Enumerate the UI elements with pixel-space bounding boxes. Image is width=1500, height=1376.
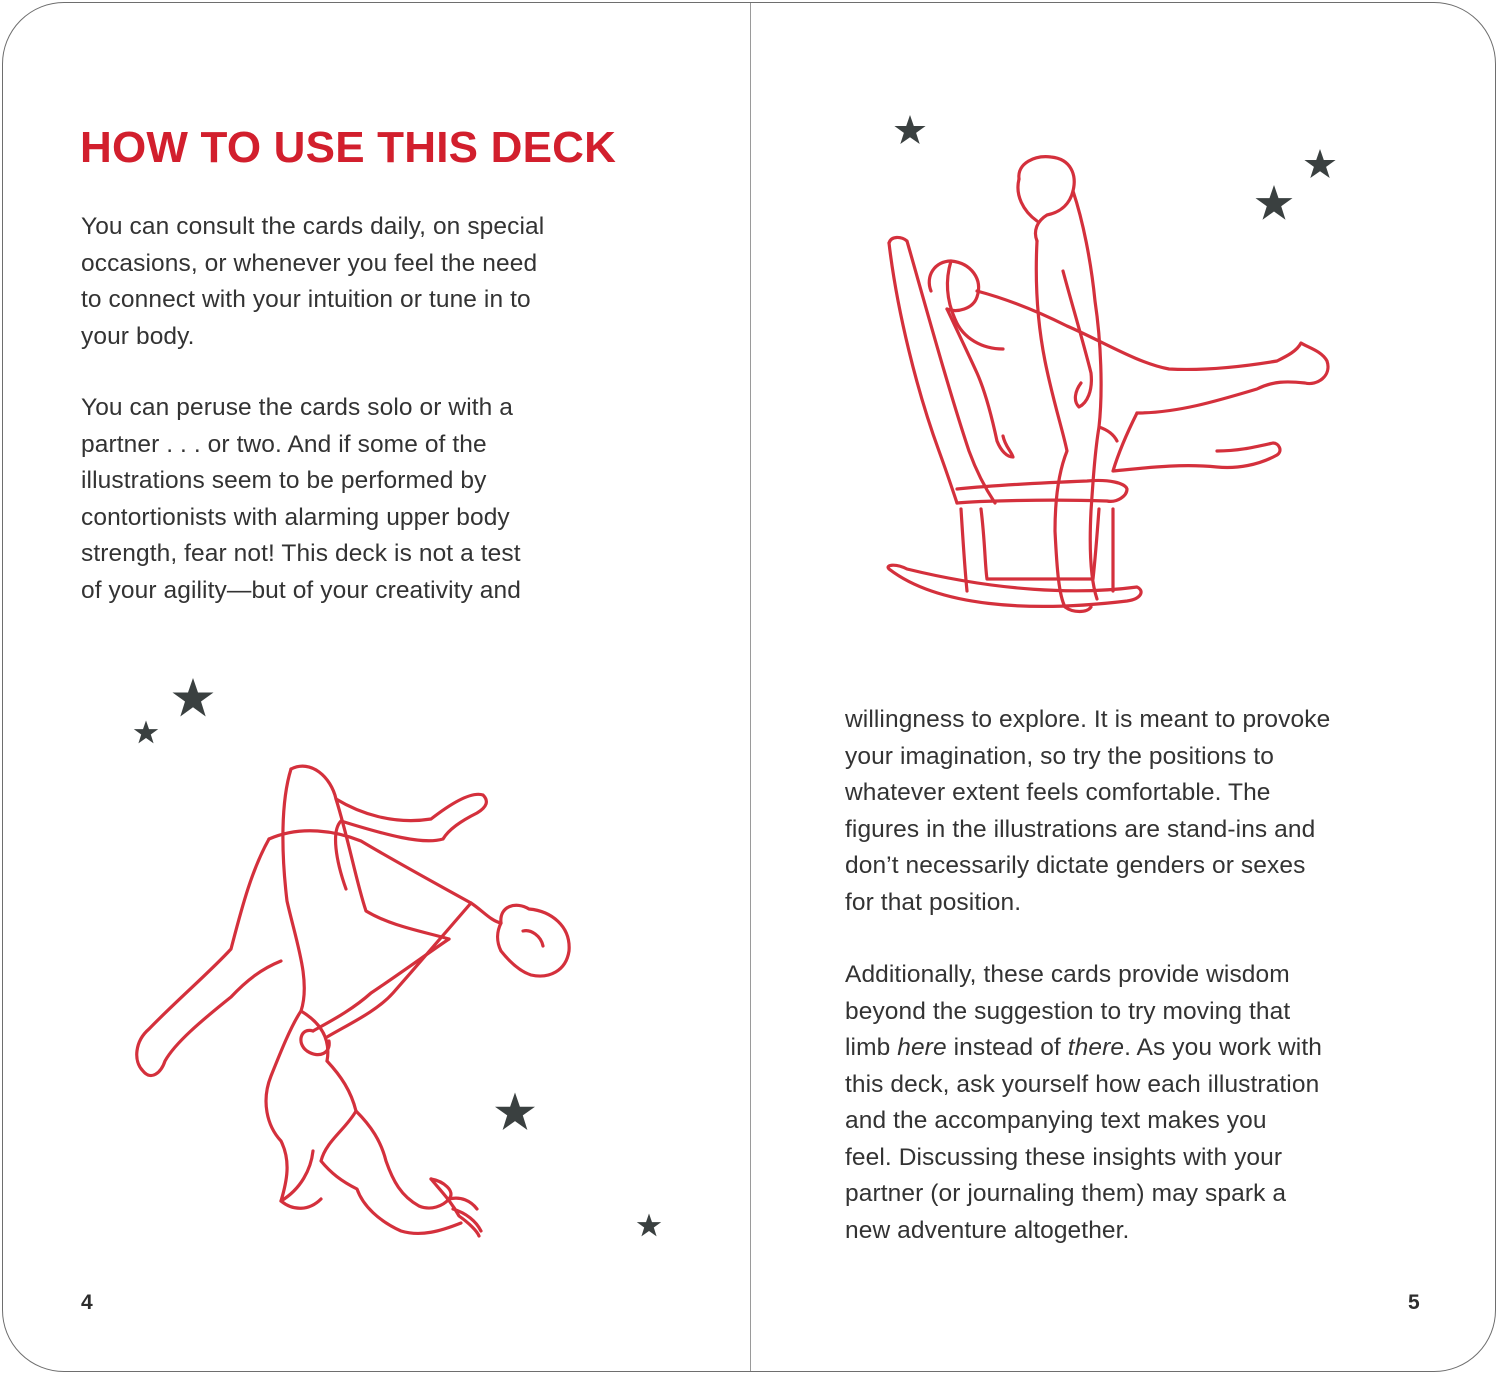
figure-head-line bbox=[1019, 157, 1074, 241]
chair-rocker-line bbox=[888, 565, 1141, 606]
text-line: strength, fear not! This deck is not a test bbox=[81, 540, 521, 567]
text-line: your imagination, so try the positions to bbox=[845, 742, 1274, 770]
figure-leg-line bbox=[291, 766, 486, 889]
figure-arm-line bbox=[1063, 271, 1091, 407]
open-booklet bbox=[2, 2, 1496, 1372]
text-line: this deck, ask yourself how each illustration bbox=[845, 1070, 1320, 1098]
text-line: new adventure altogether. bbox=[845, 1216, 1130, 1244]
text-run: . As you work with bbox=[1124, 1034, 1322, 1061]
wisdom-paragraph bbox=[845, 957, 1322, 1249]
star-icon bbox=[171, 677, 215, 721]
text-line: Additionally, these cards provide wisdom bbox=[845, 961, 1290, 988]
text-line: your body. bbox=[81, 322, 195, 350]
text-line: contortionists with alarming upper body bbox=[81, 503, 510, 531]
text-run: limb bbox=[845, 1034, 898, 1061]
figure-hair-line bbox=[1018, 179, 1037, 221]
right-page bbox=[751, 3, 1496, 1371]
text-line: You can peruse the cards solo or with a bbox=[81, 394, 514, 421]
position-illustration-rocking-chair bbox=[887, 151, 1387, 621]
text-line bbox=[845, 1030, 1322, 1067]
text-run: instead of bbox=[946, 1034, 1068, 1061]
intro-paragraph bbox=[81, 209, 544, 355]
figure-leg-line bbox=[1113, 413, 1280, 471]
star-icon bbox=[893, 114, 927, 148]
figure-body-line bbox=[321, 1061, 461, 1233]
text-line: partner . . . or two. And if some of the bbox=[81, 430, 487, 458]
position-illustration-handstand bbox=[131, 761, 591, 1241]
page-number: 5 bbox=[1408, 1291, 1420, 1314]
left-page bbox=[3, 3, 750, 1371]
text-line: beyond the suggestion to try moving that bbox=[845, 997, 1291, 1025]
usage-paragraph bbox=[81, 390, 521, 609]
figure-head-line bbox=[356, 1111, 451, 1208]
figure-body-line bbox=[1073, 191, 1117, 441]
figure-arm-line bbox=[266, 1011, 313, 1201]
figure-leg-line bbox=[283, 769, 328, 1061]
figure-hair-line bbox=[523, 931, 543, 946]
page-title: HOW TO USE THIS DECK bbox=[80, 123, 617, 172]
text-line: of your agility—but of your creativity and bbox=[81, 576, 521, 604]
text-line: willingness to explore. It is meant to provoke bbox=[845, 706, 1331, 733]
figure-head-line bbox=[929, 261, 978, 311]
text-line: illustrations seem to be performed by bbox=[81, 467, 487, 494]
text-line: whatever extent feels comfortable. The bbox=[845, 779, 1271, 806]
figure-head-line bbox=[498, 905, 570, 976]
text-line: and the accompanying text makes you bbox=[845, 1107, 1267, 1134]
figure-hand-line bbox=[281, 1199, 321, 1208]
text-line: You can consult the cards daily, on special bbox=[81, 213, 545, 240]
figure-leg-line bbox=[137, 839, 281, 1076]
text-line: occasions, or whenever you feel the need bbox=[81, 249, 538, 277]
emphasis-here: here bbox=[897, 1034, 947, 1061]
figure-body-line bbox=[977, 291, 1328, 413]
text-line: for that position. bbox=[845, 888, 1022, 916]
text-line: feel. Discussing these insights with your bbox=[845, 1143, 1283, 1171]
figure-arm-line bbox=[327, 903, 471, 1037]
page-number: 4 bbox=[81, 1291, 93, 1314]
text-line: don’t necessarily dictate genders or sexes bbox=[845, 852, 1306, 879]
figure-leg-line bbox=[1036, 241, 1091, 612]
figure-arm-line bbox=[947, 309, 1013, 457]
explore-paragraph bbox=[845, 702, 1330, 921]
emphasis-there: there bbox=[1067, 1034, 1125, 1061]
text-line: partner (or journaling them) may spark a bbox=[845, 1180, 1287, 1207]
star-icon bbox=[636, 1213, 662, 1239]
text-line: figures in the illustrations are stand-ins and bbox=[845, 815, 1316, 843]
text-line: to connect with your intuition or tune in to bbox=[81, 286, 531, 313]
star-icon bbox=[133, 720, 159, 746]
